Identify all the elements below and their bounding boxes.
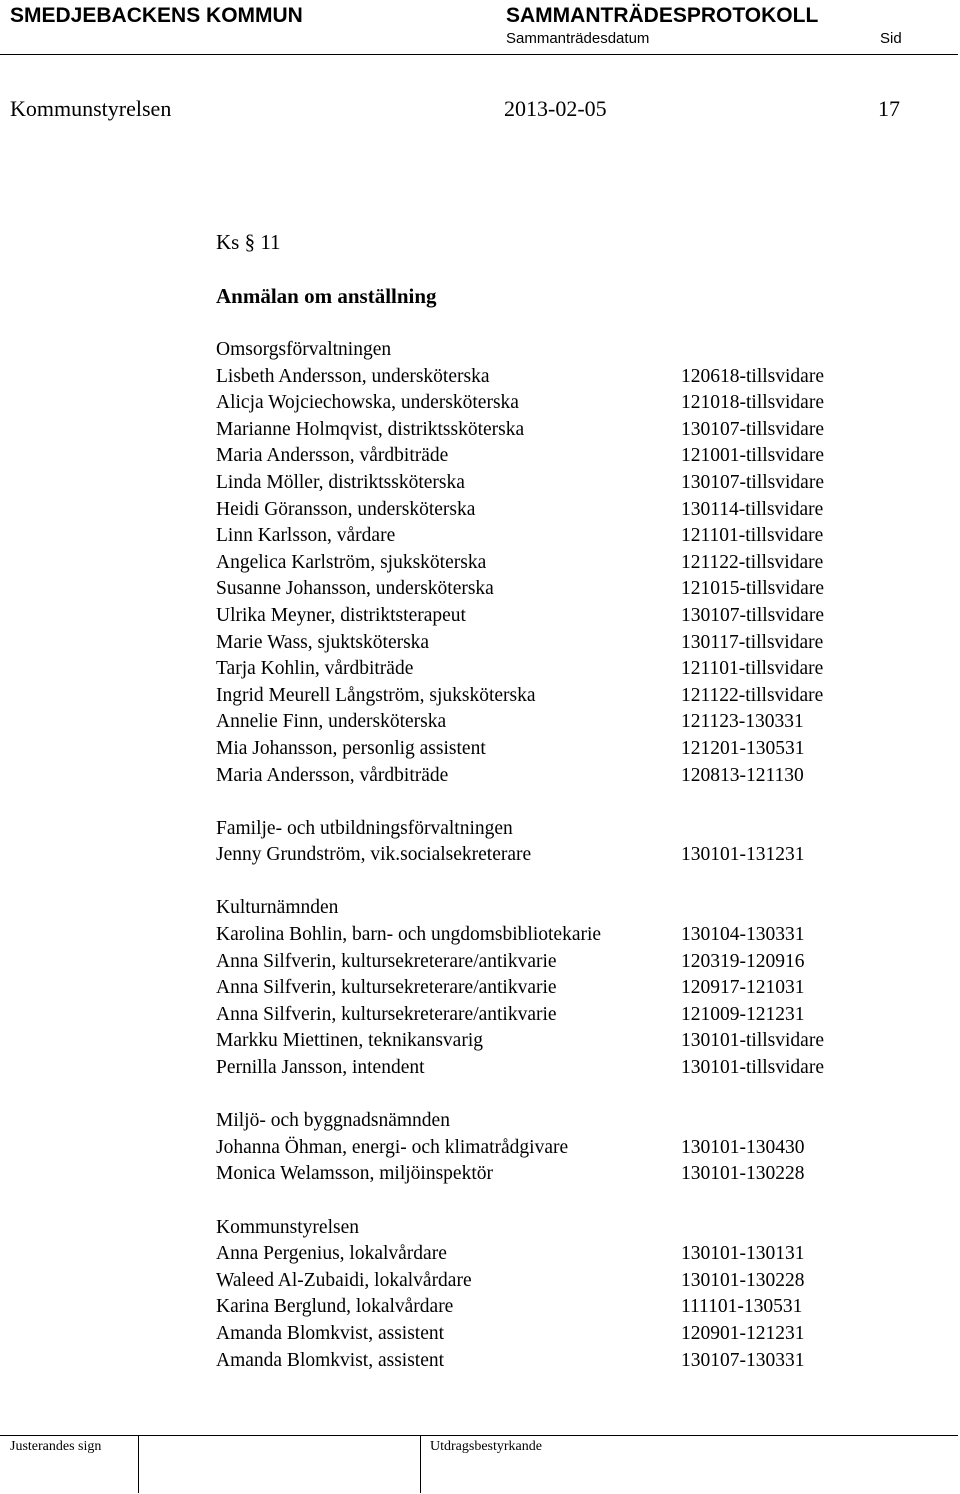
employment-row [216,443,916,470]
employment-row [216,550,916,577]
employee-name-role: Lisbeth Andersson, undersköterska [216,365,490,387]
employment-row [216,523,916,550]
employee-name-role: Annelie Finn, undersköterska [216,711,447,733]
section-spacer [216,1188,916,1215]
employee-name-role: Karina Berglund, lokalvårdare [216,1296,454,1318]
department-section [216,1108,916,1188]
employment-row [216,1002,916,1029]
employment-row [216,683,916,710]
employee-name-role: Angelica Karlström, sjuksköterska [216,551,487,573]
employment-period: 130114-tillsvidare [681,498,824,520]
meeting-body: Kommunstyrelsen [10,96,172,121]
department-section [216,337,916,789]
employment-row [216,1321,916,1348]
employment-row [216,603,916,630]
employee-name-role: Amanda Blomkvist, assistent [216,1322,445,1344]
signature-label: Justerandes sign [10,1439,102,1454]
employee-name-role: Anna Silfverin, kultursekreterare/antikvarie [216,977,557,999]
employment-period: 120319-120916 [681,950,805,972]
employment-row [216,736,916,763]
document-type: SAMMANTRÄDESPROTOKOLL [506,4,819,27]
employment-period: 130107-tillsvidare [681,604,824,626]
footer-divider [0,1435,958,1436]
employee-name-role: Susanne Johansson, undersköterska [216,578,494,600]
employment-row [216,390,916,417]
employment-period: 121122-tillsvidare [681,551,824,573]
employee-name-role: Tarja Kohlin, vårdbiträde [216,658,414,680]
employment-row [216,842,916,869]
employment-period: 121122-tillsvidare [681,684,824,706]
employment-period: 121201-130531 [681,737,805,759]
employment-row [216,1268,916,1295]
footer-column-divider [420,1435,421,1493]
employment-period: 111101-130531 [681,1296,803,1318]
employment-period: 130107-130331 [681,1349,805,1371]
department-name: Miljö- och byggnadsnämnden [216,1110,450,1132]
employment-list [216,337,916,1374]
employment-row [216,1161,916,1188]
employment-period: 121009-121231 [681,1003,805,1025]
department-name: Kommunstyrelsen [216,1216,359,1238]
employment-period: 120618-tillsvidare [681,365,824,387]
header-divider [0,54,958,55]
employment-row [216,1241,916,1268]
department-name: Kulturnämnden [216,897,339,919]
employee-name-role: Heidi Göransson, undersköterska [216,498,476,520]
employment-period: 130101-tillsvidare [681,1057,824,1079]
employment-period: 121001-tillsvidare [681,445,824,467]
employment-row [216,763,916,790]
employment-row [216,364,916,391]
employee-name-role: Monica Welamsson, miljöinspektör [216,1163,493,1185]
employment-row [216,1055,916,1082]
employment-period: 121015-tillsvidare [681,578,824,600]
employee-name-role: Marianne Holmqvist, distriktssköterska [216,418,525,440]
employment-period: 130107-tillsvidare [681,418,824,440]
employment-period: 120917-121031 [681,977,805,999]
employee-name-role: Mia Johansson, personlig assistent [216,737,486,759]
section-title: Anmälan om anställning [216,284,437,308]
department-section [216,816,916,869]
department-section [216,895,916,1081]
employee-name-role: Anna Silfverin, kultursekreterare/antikvarie [216,950,557,972]
page-number: 17 [878,96,900,121]
footer-column-divider [138,1435,139,1493]
employment-period: 130104-130331 [681,924,805,946]
employment-period: 130101-tillsvidare [681,1030,824,1052]
paragraph-number: Ks § 11 [216,230,281,254]
employment-row [216,949,916,976]
employee-name-role: Jenny Grundström, vik.socialsekreterare [216,844,532,866]
employee-name-role: Anna Silfverin, kultursekreterare/antikvarie [216,1003,557,1025]
employee-name-role: Amanda Blomkvist, assistent [216,1349,445,1371]
employment-period: 130101-130430 [681,1136,805,1158]
employment-period: 130101-130228 [681,1269,805,1291]
employment-row [216,497,916,524]
employee-name-role: Linn Karlsson, vårdare [216,525,396,547]
employment-period: 120813-121130 [681,764,804,786]
page-label: Sid [880,30,902,47]
employee-name-role: Linda Möller, distriktssköterska [216,471,465,493]
employee-name-role: Maria Andersson, vårdbiträde [216,764,449,786]
municipality-name: SMEDJEBACKENS KOMMUN [10,4,303,27]
employment-row [216,1348,916,1375]
employment-period: 121018-tillsvidare [681,392,824,414]
employment-period: 130101-130131 [681,1243,805,1265]
employment-period: 130117-tillsvidare [681,631,824,653]
employee-name-role: Karolina Bohlin, barn- och ungdomsbibliotekarie [216,924,602,946]
employment-row [216,1028,916,1055]
employee-name-role: Ulrika Meyner, distriktsterapeut [216,604,466,626]
employee-name-role: Markku Miettinen, teknikansvarig [216,1030,483,1052]
meeting-date: 2013-02-05 [504,96,607,121]
signature-footer [0,1435,958,1493]
employment-row [216,1294,916,1321]
employment-period: 121101-tillsvidare [681,525,824,547]
employment-row [216,470,916,497]
employee-name-role: Maria Andersson, vårdbiträde [216,445,449,467]
employment-period: 130107-tillsvidare [681,471,824,493]
employment-period: 130101-130228 [681,1163,805,1185]
employment-period: 130101-131231 [681,844,805,866]
department-section [216,1215,916,1375]
employee-name-role: Waleed Al-Zubaidi, lokalvårdare [216,1269,472,1291]
employee-name-role: Marie Wass, sjuktsköterska [216,631,430,653]
employment-row [216,576,916,603]
extract-certification-label: Utdragsbestyrkande [430,1439,542,1454]
employment-period: 121123-130331 [681,711,804,733]
employee-name-role: Ingrid Meurell Långström, sjuksköterska [216,684,536,706]
employment-row [216,922,916,949]
employment-row [216,656,916,683]
employment-row [216,975,916,1002]
department-name: Omsorgsförvaltningen [216,339,392,360]
employee-name-role: Pernilla Jansson, intendent [216,1057,425,1079]
employment-period: 120901-121231 [681,1322,805,1344]
section-spacer [216,869,916,896]
employee-name-role: Johanna Öhman, energi- och klimatrådgivare [216,1136,569,1158]
employment-row [216,1135,916,1162]
employee-name-role: Anna Pergenius, lokalvårdare [216,1243,447,1265]
employment-row [216,630,916,657]
section-spacer [216,1082,916,1109]
employee-name-role: Alicja Wojciechowska, undersköterska [216,392,519,414]
employment-period: 121101-tillsvidare [681,658,824,680]
meeting-date-label: Sammanträdesdatum [506,30,650,47]
section-spacer [216,789,916,816]
employment-row [216,417,916,444]
department-name: Familje- och utbildningsförvaltningen [216,817,513,839]
employment-row [216,709,916,736]
